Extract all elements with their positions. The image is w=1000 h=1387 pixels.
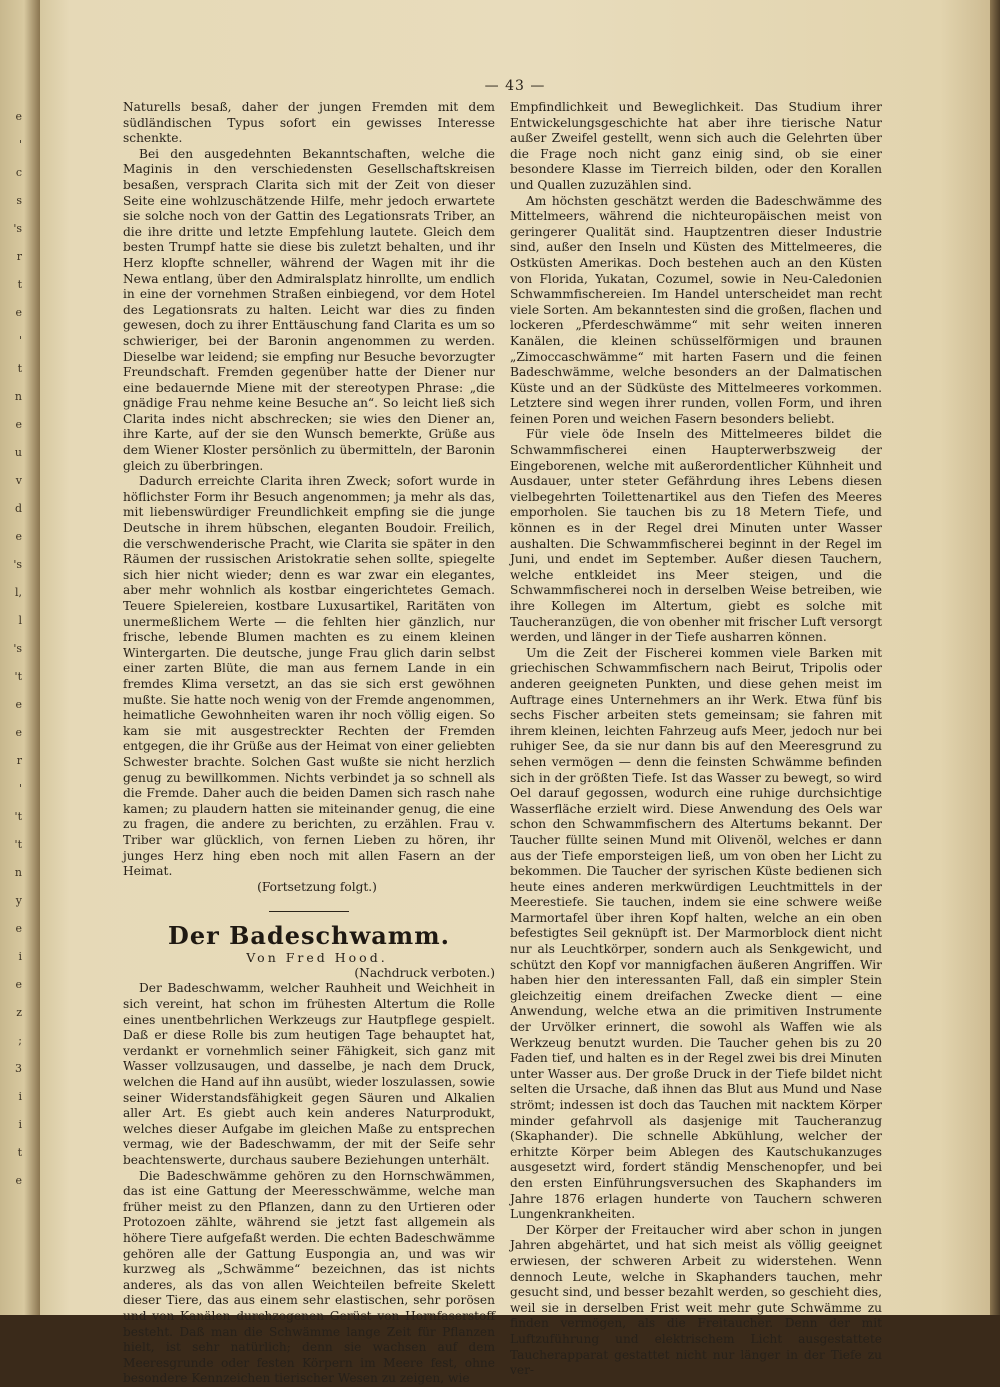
paragraph: Am höchsten geschätzt werden die Badeschwämme des Mittelmeers, während die nichteuropäischen meist von geringerer Qualität sind. Hauptzentren dieser Industrie sind, außer den Inseln und Küsten des Mittelmeeres, die Ostküsten Amerikas. Doch bestehen auch an den Küsten von Florida, Yukatan, Cozumel, sowie in Neu-Caledonien Schwammfischereien. Im Handel unterscheidet man recht viele Sorten. Am bekanntesten sind die großen, flachen und lockeren „Pferdeschwämme“ mit sehr weiten inneren Kanälen, die kleinen schüsselförmigen und braunen „Zimoccaschwämme“ mit harten Fasern und die feinen Badeschwämme, welche besonders an der Dalmatischen Küste und an der Südküste des Mittelmeeres vorkommen. Letztere sind wegen ihrer runden, vollen Form, und ihren feinen Poren und weichen Fasern besonders beliebt.: [510, 193, 882, 426]
edge-fragment: 't: [14, 838, 22, 851]
edge-fragment: 's: [13, 222, 22, 235]
left-column: [123, 100, 495, 1387]
reprint-note: (Nachdruck verboten.): [354, 965, 495, 980]
edge-fragment: i: [18, 1118, 22, 1131]
right-column: [510, 100, 882, 1379]
edge-fragment: 't: [14, 810, 22, 823]
paragraph: Empfindlichkeit und Beweglichkeit. Das Studium ihrer Entwickelungsgeschichte hat aber ihre tierische Natur außer Zweifel gestellt, wenn sich auch die Gelehrten über die Frage noch nicht ganz einig sind, ob sie einer besondere Klasse im Tierreich bilden, oder den Korallen und Quallen zuzuzählen sind.: [510, 100, 882, 192]
paragraph: Für viele öde Inseln des Mittelmeeres bildet die Schwammfischerei einen Haupterwerbszweig der Eingeborenen, welche mit außerordentlicher Kühnheit und Ausdauer, unter steter Gefährdung ihres Lebens diesen vielbegehrten Toilettenartikel aus den Tiefen des Meeres emporholen. Sie tauchen bis zu 18 Metern Tiefe, und können es in der Regel drei Minuten unter Wasser aushalten. Die Schwammfischerei beginnt in der Regel im Juni, und endet im September. Außer diesen Tauchern, welche entkleidet ins Meer steigen, und die Schwammfischerei noch in derselben Weise betreiben, wie ihre Kollegen im Altertum, giebt es solche mit Taucheranzügen, die von obenher mit frischer Luft versorgt werden, und länger in der Tiefe ausharren können.: [510, 427, 882, 645]
book-edge: [990, 0, 1000, 1315]
section-divider: [269, 911, 349, 912]
paragraph: Der Körper der Freitaucher wird aber schon in jungen Jahren abgehärtet, und hat sich meist als völlig geeignet erwiesen, der schweren Arbeit zu widerstehen. Wenn dennoch Leute, welche in Skaphanders tauchen, mehr gesucht sind, und besser bezahlt werden, so geschieht dies, weil sie in derselben Frist weit mehr gute Schwämme zu finden vermögen, als die Freitaucher. Denn der mit Luftzuführung und elektrischem Licht ausgestattete Taucherapparat gestattet nicht nur länger in der Tiefe zu ver-: [510, 1222, 882, 1378]
edge-fragment: u: [14, 446, 22, 459]
edge-fragment: l: [18, 614, 22, 627]
previous-page-edge: [0, 0, 40, 1315]
paragraph: Naturells besaß, daher der jungen Fremden mit dem südländischen Typus sofort ein gewisses Interesse schenkte.: [123, 100, 495, 146]
edge-fragment: t: [17, 1146, 22, 1159]
edge-fragment: e: [15, 726, 22, 739]
page-number: — 43 —: [484, 78, 546, 94]
edge-fragment: y: [15, 894, 22, 907]
edge-fragment: z: [16, 1006, 22, 1019]
newspaper-page: [40, 0, 990, 1386]
edge-fragment: l,: [14, 586, 22, 599]
edge-fragment: e: [15, 978, 22, 991]
article-author: Von Fred Hood.: [246, 950, 388, 966]
edge-fragment: t: [17, 278, 22, 291]
edge-fragment: r: [16, 754, 22, 767]
edge-fragment: ': [18, 334, 22, 347]
edge-fragment: e: [15, 110, 22, 123]
paragraph: Um die Zeit der Fischerei kommen viele Barken mit griechischen Schwammfischern nach Beirut, Tripolis oder anderen geeigneten Punkten, und diese gehen meist im Auftrage eines Unternehmers an ihr Werk. Etwa fünf bis sechs Fischer arbeiten stets gemeinsam; sie fahren mit ihrem kleinen, leichten Fahrzeug aufs Meer, jedoch nur bei ruhiger See, da sie nur dann bis auf den Meeresgrund zu sehen vermögen — denn die feinsten Schwämme befinden sich in der größten Tiefe. Ist das Wasser zu bewegt, so wird Oel darauf gegossen, wodurch eine ruhige durchsichtige Wasserfläche erzielt wird. Diese Anwendung des Oels war schon den Schwammfischern des Altertums bekannt. Der Taucher füllte seinen Mund mit Olivenöl, welches er dann aus der Tiefe emporsteigen ließ, um von oben her Licht zu bekommen. Die Taucher der syrischen Küste bedienen sich heute eines anderen merkwürdigen Leuchtmittels in der Meerestiefe. Sie tauchen, indem sie eine schwere weiße Marmortafel über ihren Kopf halten, welche an ein oben befestigtes Seil geknüpft ist. Der Marmorblock dient nicht nur als Leuchtkörper, sondern auch als Senkgewicht, und schützt den Kopf vor mannigfachen äußeren Angriffen. Wir haben hier den interessanten Fall, daß ein simpler Stein gleichzeitig einem dreifachen Zwecke dient — eine Anwendung, welche etwa an die primitiven Instrumente der Urvölker erinnert, die sowohl als Waffen wie als Werkzeug benutzt wurden. Die Taucher gehen bis zu 20 Faden tief, und halten es in der Regel zwei bis drei Minuten unter Wasser aus. Der große Druck in der Tiefe bildet nicht selten die Ursache, daß ihnen das Blut aus Mund und Nase strömt; indessen ist doch das Tauchen mit nacktem Körper minder gefahrvoll als dasjenige mit Taucheranzug (Skaphander). Die schnelle Abkühlung, welcher der erhitzte Körper beim Ablegen des Kautschukanzuges ausgesetzt wird, fordert ständig Menschenopfer, und bei den ersten Einführungsversuchen des Skaphanders im Jahre 1876 erlagen hunderte von Tauchern schweren Lungenkrankheiten.: [510, 645, 882, 1222]
edge-fragment: 's: [13, 642, 22, 655]
continuation-note: (Fortsetzung folgt.): [257, 879, 377, 894]
paragraph: Bei den ausgedehnten Bekanntschaften, welche die Maginis in den verschiedensten Gesellschaftskreisen besaßen, versprach Clarita sich mit der Zeit von dieser Seite eine wohlzuschätzende Hilfe, mehr jedoch erwartete sie solche noch von der Gattin des Legationsrats Triber, an die ihre dritte und letzte Empfehlung lautete. Gleich dem besten Trumpf hatte sie diese bis zuletzt behalten, und ihr Herz klopfte schneller, während der Wagen mit ihr die Newa entlang, über den Admiralsplatz hinrollte, um endlich in eine der vornehmen Straßen einbiegend, vor dem Hotel des Legationsrats zu halten. Leicht war dies zu finden gewesen, doch zu ihrer Enttäuschung fand Clarita es um so schwieriger, bei der Baronin angenommen zu werden. Dieselbe war leidend; sie empfing nur Besuche bevorzugter Freundschaft. Fremden gegenüber hatte der Diener nur eine bedauernde Miene mit der stereotypen Phrase: „die gnädige Frau nehme keine Besuche an“. So leicht ließ sich Clarita indes nicht abschrecken; sie wies den Diener an, ihre Karte, auf der sie den Wunsch bemerkte, Grüße aus dem Wiener Kloster persönlich zu übermitteln, der Baronin gleich zu überbringen.: [123, 146, 495, 473]
edge-fragment: ': [18, 138, 22, 151]
edge-fragment: e: [15, 306, 22, 319]
edge-fragment: 't: [14, 670, 22, 683]
edge-fragment: ': [18, 782, 22, 795]
edge-fragment: 's: [13, 558, 22, 571]
edge-fragment: e: [15, 922, 22, 935]
serial-story-text: [123, 100, 495, 880]
edge-fragment: e: [15, 698, 22, 711]
edge-fragment: 3: [15, 1062, 22, 1075]
edge-fragment: ;: [18, 1034, 22, 1047]
edge-fragment: n: [14, 390, 22, 403]
paragraph: Die Badeschwämme gehören zu den Hornschwämmen, das ist eine Gattung der Meeresschwämme, welche man früher meist zu den Pflanzen, dann zu den Urtieren oder Protozoen zählte, während sie jetzt fast allgemein als höhere Tiere aufgefaßt werden. Die echten Badeschwämme gehören alle der Gattung Euspongia an, und was wir kurzweg als „Schwämme“ bezeichnen, das ist nichts anderes, als das von allen Weichteilen befreite Skelett dieser Tiere, das aus einem sehr elastischen, sehr porösen und von Kanälen durchzogenen Gerüst von Hornfaserstoff besteht. Daß man die Schwämme lange Zeit für Pflanzen hielt, ist sehr natürlich; denn sie wachsen auf dem Meeresgrunde oder festen Körpern im Meere fest, ohne besondere Kennzeichen tierischer Wesen zu zeigen, wie: [123, 1168, 495, 1386]
article-title: Der Badeschwamm.: [168, 921, 450, 951]
edge-fragment: d: [14, 502, 22, 515]
edge-fragment: i: [18, 950, 22, 963]
edge-fragment: i: [18, 1090, 22, 1103]
edge-fragment: r: [16, 250, 22, 263]
paragraph: Der Badeschwamm, welcher Rauhheit und Weichheit in sich vereint, hat schon im frühesten Altertum die Rolle eines unentbehrlichen Werkzeugs zur Hautpflege gespielt. Daß er diese Rolle bis zum heutigen Tage behauptet hat, verdankt er vornehmlich seiner Fähigkeit, sich ganz mit Wasser vollzusaugen, und dasselbe, je nach dem Druck, welchen die Hand auf ihn ausübt, wieder loszulassen, sowie seiner Widerstandsfähigkeit gegen Säuren und Alkalien aller Art. Es giebt auch kein anderes Naturprodukt, welches dieser Aufgabe im gleichen Maße zu entsprechen vermag, wie der Badeschwamm, der mit der Seife sehr beachtenswerte, durchaus saubere Beziehungen unterhält.: [123, 981, 495, 1167]
edge-fragment: n: [14, 866, 22, 879]
edge-fragment: v: [15, 474, 22, 487]
edge-fragment: s: [16, 194, 22, 207]
edge-fragment: e: [15, 1174, 22, 1187]
edge-fragment: e: [15, 418, 22, 431]
edge-fragment: t: [17, 362, 22, 375]
article-text: [123, 981, 495, 1386]
edge-fragment: e: [15, 530, 22, 543]
paragraph: Dadurch erreichte Clarita ihren Zweck; sofort wurde in höflichster Form ihr Besuch angenommen; ja mehr als das, mit liebenswürdiger Freundlichkeit empfing sie die junge Deutsche in ihrem hübschen, eleganten Boudoir. Freilich, die verschwenderische Pracht, wie Clarita sie später in den Räumen der russischen Aristokratie sehen sollte, spiegelte sich hier nicht wieder; denn es war zwar ein elegantes, aber mehr wohnlich als kostbar eingerichtetes Gemach. Teuere Spielereien, kostbare Luxusartikel, Raritäten von unermeßlichem Werte — die fehlten hier gänzlich, nur frische, lebende Blumen machten es zu einem kleinen Wintergarten. Die deutsche, junge Frau glich darin selbst einer zarten Blüte, die man aus fernem Lande in ein fremdes Klima versetzt, an das sie sich erst gewöhnen mußte. Sie hatte noch wenig von der Fremde angenommen, heimatliche Gewohnheiten waren ihr noch völlig eigen. So kam sie mit ausgestreckter Rechten der Fremden entgegen, die ihr Grüße aus der Heimat von einer geliebten Schwester brachte. Solchen Gast wußte sie nicht herzlich genug zu bewillkommen. Nichts verbindet ja so schnell als die Fremde. Daher auch die beiden Damen sich rasch nahe kamen; zu plaudern hatten sie miteinander genug, die eine zu fragen, die andere zu berichten, zu erzählen. Frau v. Triber war glücklich, von fernen Lieben zu hören, ihr junges Herz hing eben noch mit allen Fasern an der Heimat.: [123, 474, 495, 879]
edge-fragment: c: [15, 166, 22, 179]
